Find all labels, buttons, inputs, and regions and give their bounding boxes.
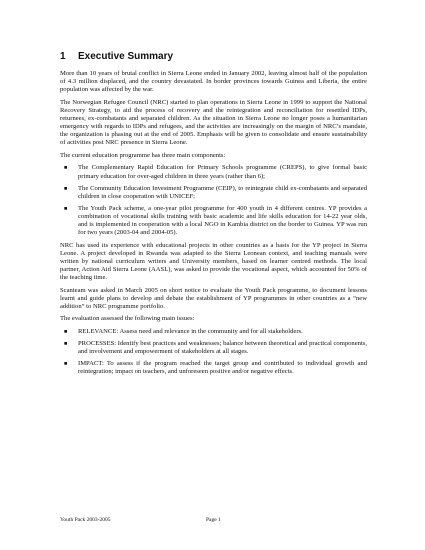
list-item-text: PROCESSES: Identify best practices and weaknesses; balance between theoretical and practical components, and involvement and empowerment of stakeholders at all stages. xyxy=(78,340,367,356)
list-item xyxy=(60,360,367,376)
section-title: Executive Summary xyxy=(78,51,174,62)
paragraph: The current education programme has three main components: xyxy=(60,151,226,159)
list-item xyxy=(60,328,367,336)
bullet-icon: ■ xyxy=(64,329,68,336)
list-item xyxy=(60,164,367,180)
bullet-icon: ■ xyxy=(64,205,68,212)
section-heading xyxy=(60,51,173,62)
footer-page-number: Page 1 xyxy=(206,517,221,523)
body-text xyxy=(60,70,367,381)
bullet-icon: ■ xyxy=(64,185,68,192)
list-item xyxy=(60,205,367,237)
list-item-text: The Youth Pack scheme, a one-year pilot programme for 400 youth in 4 different centres. YP provides a combination of vocational skills training with basic academic and life skills education for 14-22 year olds, and is implemented in cooperation with a local NGO in Kambia district on the border to Guinea. YP was run for two years (2003-04 and 2004-05). xyxy=(78,204,367,237)
list-item-text: IMPACT: To assess if the program reached the target group and contributed to individual growth and reintegration; impact on teachers, and unforeseen positive and/or negative effects. xyxy=(78,360,367,376)
components-list xyxy=(60,164,367,237)
paragraph: The Norwegian Refugee Council (NRC) started to plan operations in Sierra Leone in 1999 to support the National Recovery Strategy, to aid the process of recovery and the reintegration and reconciliation for resettled IDPs, returnees, ex-combatants and separated children. As the situation in Sierra Leone no longer poses a humanitarian emergency with regards to IDPs and refugees, and the activities are increasingly on the margin of NRC’s mandate, the organization is phasing out at the end of 2005. Emphasis will be given to consolidate and ensure sustainability of activities post NRC presence in Sierra Leone. xyxy=(60,98,367,147)
list-item-text: The Complementary Rapid Education for Primary Schools programme (CREPS), to give formal basic primary education for over-aged children in three years (rather than 6); xyxy=(78,164,367,180)
list-item xyxy=(60,340,367,356)
list-item-text: RELEVANCE: Assess need and relevance in the community and for all stakeholders. xyxy=(78,328,303,336)
footer-document-title: Youth Pack 2003-2005 xyxy=(60,517,111,523)
list-item-text: The Community Education Investment Programme (CEIP), to reintegrate child ex-combatants and separated children in close cooperation with UNICEF; xyxy=(78,184,367,200)
list-item xyxy=(60,185,367,201)
bullet-icon: ■ xyxy=(64,361,68,368)
bullet-icon: ■ xyxy=(64,341,68,348)
paragraph: The evaluation assessed the following main issues: xyxy=(60,315,195,323)
bullet-icon: ■ xyxy=(64,165,68,172)
paragraph: Scanteam was asked in March 2005 on short notice to evaluate the Youth Pack programme, to document lessons learnt and guide plans to develop and debate the establishment of YP programmes in other countries as a “new addition” to NRC programme portfolio. xyxy=(60,286,367,310)
issues-list xyxy=(60,328,367,376)
paragraph: More than 10 years of brutal conflict in Sierra Leone ended in January 2002, leaving almost half of the population of 4.3 million displaced, and the country devastated. In border provinces towards Guinea and Liberia, the entire population was affected by the war. xyxy=(60,70,367,94)
section-number: 1 xyxy=(60,51,66,62)
paragraph: NRC has used its experience with educational projects in other countries as a basis for the YP project in Sierra Leone. A project developed in Rwanda was adapted to the Sierra Leonean context, and teaching manuals were written by national curriculum writers and University members, based on learner centred methods. The local partner, Action Aid Sierra Leone (AASL), was asked to provide the vocational aspect, which accounted for 50% of the teaching time. xyxy=(60,241,367,282)
